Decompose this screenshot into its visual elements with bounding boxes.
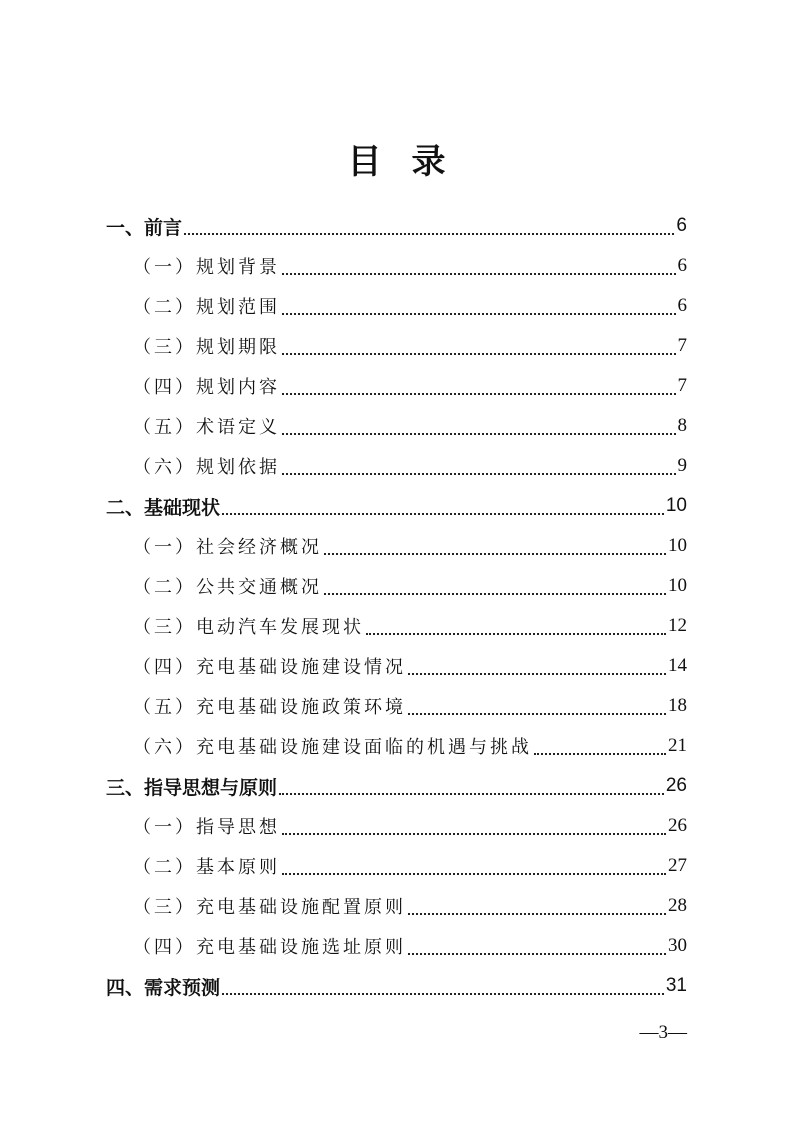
toc-entry-page: 31 [665,975,687,996]
toc-dot-leader [282,353,676,355]
page-number: —3— [639,1022,687,1043]
toc-entry-label: （一）指导思想 [133,817,280,838]
toc-dot-leader [366,633,666,635]
toc-entry-label: （二）公共交通概况 [133,577,322,598]
toc-entry-page: 27 [668,855,687,876]
page-title: 目录 [347,142,476,182]
toc-entry-page: 10 [668,535,687,556]
toc-entry-page: 10 [665,495,687,516]
toc-entry-page: 14 [668,655,687,676]
toc-section-entry[interactable] [133,526,687,566]
toc-entry-page: 21 [668,735,687,756]
toc-dot-leader [282,473,676,475]
toc-dot-leader [282,433,676,435]
toc-section-entry[interactable] [133,446,687,486]
toc-dot-leader [324,593,666,595]
toc-entry-page: 8 [677,415,687,436]
toc-entry-label: （五）充电基础设施政策环境 [133,697,406,718]
toc-chapter-entry[interactable] [106,206,687,246]
toc-entry-label: （四）充电基础设施建设情况 [133,657,406,678]
toc-entry-page: 12 [668,615,687,636]
toc-dot-leader [408,713,666,715]
toc-entry-page: 9 [677,455,687,476]
toc-chapter-entry[interactable] [106,966,687,1006]
toc-entry-label: （三）充电基础设施配置原则 [133,897,406,918]
toc-entry-page: 10 [668,575,687,596]
toc-entry-label: （二）基本原则 [133,857,280,878]
toc-entry-page: 26 [668,815,687,836]
toc-entry-label: 三、指导思想与原则 [106,776,278,799]
toc-dot-leader [408,913,666,915]
toc-dot-leader [324,553,666,555]
toc-entry-page: 7 [677,375,687,396]
toc-entry-label: （五）术语定义 [133,417,280,438]
toc-section-entry[interactable] [133,806,687,846]
toc-entry-label: （六）规划依据 [133,457,280,478]
toc-entry-page: 18 [668,695,687,716]
toc-entry-label: （三）电动汽车发展现状 [133,617,364,638]
toc-dot-leader [184,233,674,235]
toc-entry-label: （三）规划期限 [133,337,280,358]
toc-entry-page: 7 [677,335,687,356]
toc-entry-page: 6 [677,255,687,276]
toc-entry-label: （一）社会经济概况 [133,537,322,558]
toc-section-entry[interactable] [133,846,687,886]
toc-entry-label: （四）规划内容 [133,377,280,398]
toc-dot-leader [279,793,664,795]
toc-dot-leader [222,993,664,995]
toc-entry-label: （一）规划背景 [133,257,280,278]
toc-section-entry[interactable] [133,286,687,326]
toc-dot-leader [534,753,666,755]
toc-section-entry[interactable] [133,326,687,366]
toc-section-entry[interactable] [133,886,687,926]
toc-entry-label: 四、需求预测 [106,976,221,999]
toc-dot-leader [408,953,666,955]
toc-entry-label: （二）规划范围 [133,297,280,318]
toc-entry-page: 30 [668,935,687,956]
toc-entry-label: 二、基础现状 [106,496,221,519]
toc-entry-label: （六）充电基础设施建设面临的机遇与挑战 [133,737,532,758]
toc-dot-leader [282,313,676,315]
toc-chapter-entry[interactable] [106,766,687,806]
toc-dot-leader [282,393,676,395]
toc-dot-leader [222,513,664,515]
toc-entry-label: 一、前言 [106,216,183,239]
toc-section-entry[interactable] [133,926,687,966]
toc-section-entry[interactable] [133,366,687,406]
toc-section-entry[interactable] [133,606,687,646]
toc-section-entry[interactable] [133,246,687,286]
toc-dot-leader [408,673,666,675]
toc-dot-leader [282,873,666,875]
toc-entry-page: 6 [676,215,687,236]
toc-entry-page: 28 [668,895,687,916]
toc-entry-page: 6 [677,295,687,316]
toc-section-entry[interactable] [133,646,687,686]
toc-section-entry[interactable] [133,566,687,606]
toc-entry-label: （四）充电基础设施选址原则 [133,937,406,958]
toc-section-entry[interactable] [133,406,687,446]
toc-dot-leader [282,273,676,275]
toc-section-entry[interactable] [133,726,687,766]
toc-entry-page: 26 [665,775,687,796]
toc-dot-leader [282,833,666,835]
toc-section-entry[interactable] [133,686,687,726]
toc-chapter-entry[interactable] [106,486,687,526]
